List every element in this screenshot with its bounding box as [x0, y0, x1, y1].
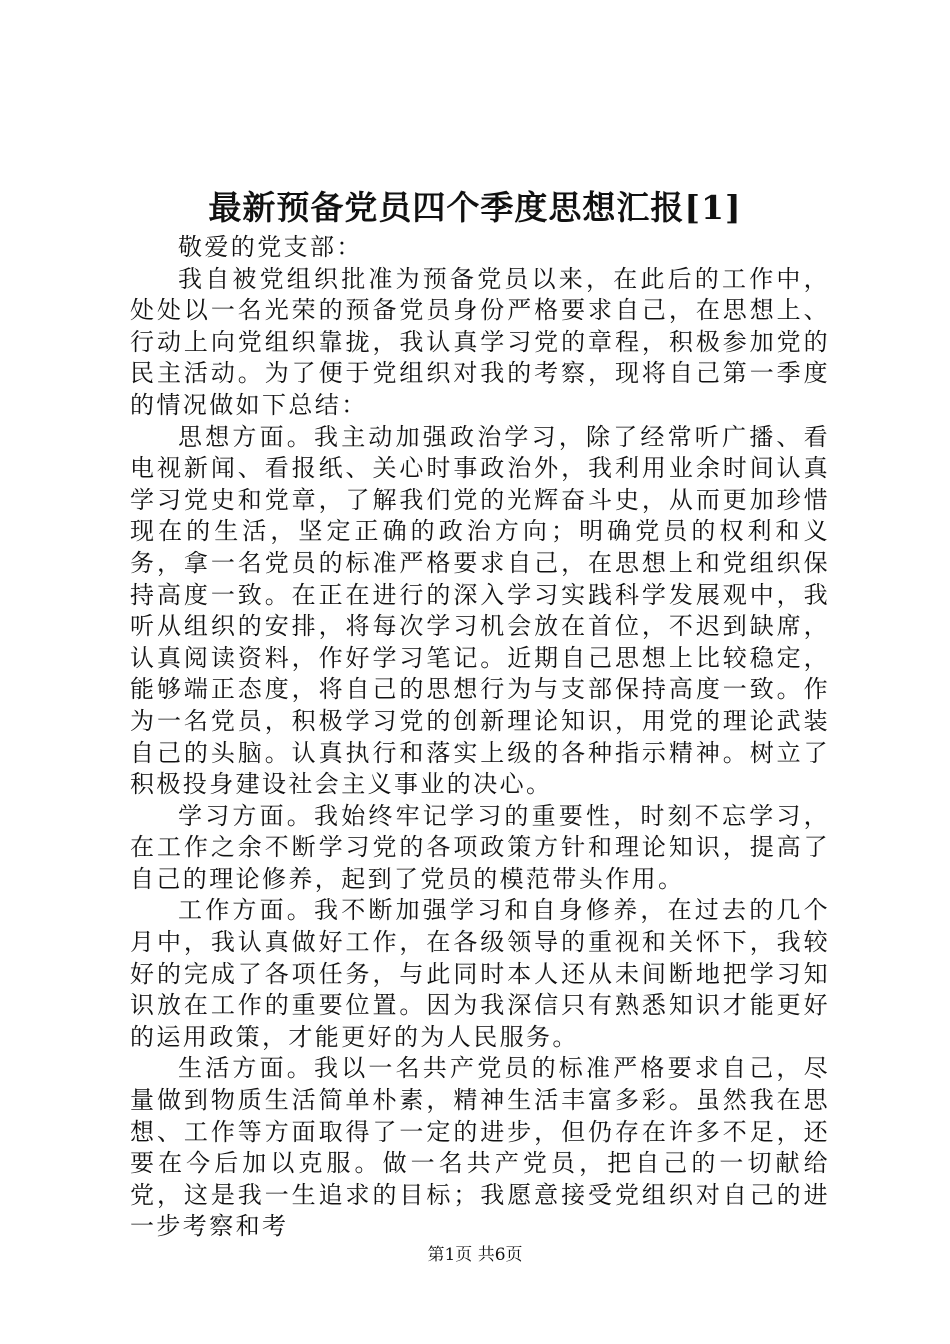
salutation: 敬爱的党支部： — [178, 233, 363, 261]
paragraph-thought: 思想方面。我主动加强政治学习，除了经常听广播、看电视新闻、看报纸、关心时事政治外，我利用业余时间认真学习党史和党章，了解我们党的光辉奋斗史，从而更加珍惜现在的生活，坚定正确的政治方向；明确党员的权利和义务，拿一名党员的标准严格要求自己，在思想上和党组织保持高度一致。在正在进行的深入学习实践科学发展观中，我听从组织的安排，将每次学习机会放在首位，不迟到缺席，认真阅读资料，作好学习笔记。近期自己思想上比较稳定，能够端正态度，将自己的思想行为与支部保持高度一致。作为一名党员，积极学习党的创新理论知识，用党的理论武装自己的头脑。认真执行和落实上级的各种指示精神。树立了积极投身建设社会主义事业的决心。 — [130, 422, 830, 799]
document-title: 最新预备党员四个季度思想汇报[1] — [208, 188, 742, 227]
page-number-footer: 第1页 共6页 — [427, 1245, 523, 1265]
paragraph-work: 工作方面。我不断加强学习和自身修养，在过去的几个月中，我认真做好工作，在各级领导的重视和关怀下，我较好的完成了各项任务，与此同时本人还从未间断地把学习知识放在工作的重要位置。因为我深信只有熟悉知识才能更好的运用政策，才能更好的为人民服务。 — [130, 896, 830, 1051]
paragraph-life: 生活方面。我以一名共产党员的标准严格要求自己，尽量做到物质生活简单朴素，精神生活丰富多彩。虽然我在思想、工作等方面取得了一定的进步，但仍存在许多不足，还要在今后加以克服。做一名共产党员，把自己的一切献给党，这是我一生追求的目标；我愿意接受党组织对自己的进一步考察和考 — [130, 1054, 830, 1241]
paragraph-study: 学习方面。我始终牢记学习的重要性，时刻不忘学习，在工作之余不断学习党的各项政策方针和理论知识，提高了自己的理论修养，起到了党员的模范带头作用。 — [130, 801, 830, 893]
paragraph-intro: 我自被党组织批准为预备党员以来，在此后的工作中，处处以一名光荣的预备党员身份严格要求自己，在思想上、行动上向党组织靠拢，我认真学习党的章程，积极参加党的民主活动。为了便于党组织对我的考察，现将自己第一季度的情况做如下总结： — [130, 264, 830, 419]
document-body — [130, 232, 830, 1243]
